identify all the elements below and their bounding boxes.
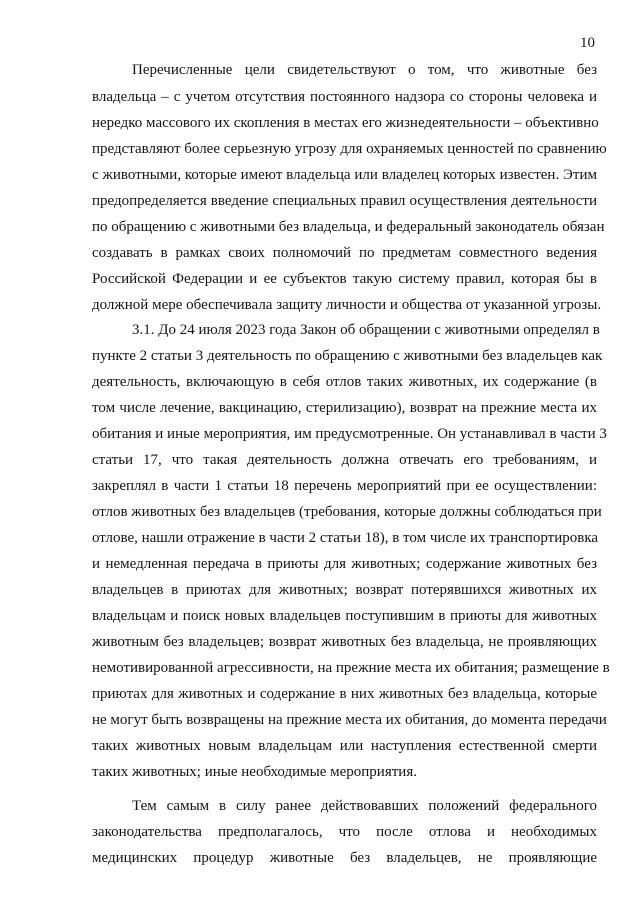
paragraph-2-line-2: пункте 2 статьи 3 деятельность по обращению с животными без владельцев как (92, 348, 603, 364)
paragraph-1-line-8: создавать в рамках своих полномочий по предметам совместного ведения (92, 245, 597, 261)
paragraph-1-line-3: нередко массового их скопления в местах его жизнедеятельности – объективно (92, 115, 599, 131)
paragraph-2-line-18: таких животных; иные необходимые мероприятия. (92, 764, 417, 780)
paragraph-1-line-6: предопределяется введение специальных правил осуществления деятельности (92, 193, 597, 209)
paragraph-2-line-14: немотивированной агрессивности, на прежние места их обитания; размещение в (92, 660, 610, 676)
paragraph-1-line-9: Российской Федерации и ее субъектов такую систему правил, которая бы в (92, 271, 597, 287)
paragraph-1-line-1: Перечисленные цели свидетельствуют о том, что животные без (132, 62, 597, 78)
paragraph-2-line-11: владельцев в приютах для животных; возврат потерявшихся животных их (92, 582, 597, 598)
page-number: 10 (580, 35, 595, 51)
paragraph-2-line-6: статьи 17, что такая деятельность должна отвечать его требованиям, и (92, 452, 597, 468)
paragraph-1-line-10: должной мере обеспечивала защиту личности и общества от указанной угрозы. (92, 297, 602, 313)
paragraph-2-line-1: 3.1. До 24 июля 2023 года Закон об обращении с животными определял в (132, 322, 600, 338)
paragraph-2-line-5: обитания и иные мероприятия, им предусмотренные. Он устанавливал в части 3 (92, 426, 607, 442)
paragraph-2-line-16: не могут быть возвращены на прежние места их обитания, до момента передачи (92, 712, 607, 728)
paragraph-2-line-13: животным без владельцев; возврат животных без владельца, не проявляющих (92, 634, 597, 650)
paragraph-1-line-2: владельца – с учетом отсутствия постоянного надзора со стороны человека и (92, 89, 597, 105)
paragraph-2-line-3: деятельность, включающую в себя отлов таких животных, их содержание (в (92, 374, 597, 390)
paragraph-1-line-7: по обращению с животными без владельца, и федеральный законодатель обязан (92, 219, 605, 235)
paragraph-2-line-9: отлове, нашли отражение в части 2 статьи 18), в том числе их транспортировка (92, 530, 599, 546)
paragraph-3-line-3: медицинских процедур животные без владельцев, не проявляющие (92, 850, 597, 866)
paragraph-1-line-5: с животными, которые имеют владельца или владелец которых известен. Этим (92, 167, 597, 183)
paragraph-2-line-4: том числе лечение, вакцинацию, стерилизацию), возврат на прежние места их (92, 400, 597, 416)
paragraph-2-line-8: отлов животных без владельцев (требования, которые должны соблюдаться при (92, 504, 602, 520)
paragraph-1-line-4: представляют более серьезную угрозу для охраняемых ценностей по сравнению (92, 141, 607, 157)
paragraph-2-line-12: владельцам и поиск новых владельцев поступившим в приюты для животных (92, 608, 597, 624)
paragraph-2-line-15: приютах для животных и содержание в них животных без владельца, которые (92, 686, 597, 702)
paragraph-2-line-10: и немедленная передача в приюты для животных; содержание животных без (92, 556, 597, 572)
paragraph-2-line-17: таких животных новым владельцам или наступления естественной смерти (92, 738, 597, 754)
paragraph-2-line-7: закреплял в части 1 статьи 18 перечень мероприятий при ее осуществлении: (92, 478, 597, 494)
paragraph-3-line-2: законодательства предполагалось, что после отлова и необходимых (92, 824, 597, 840)
paragraph-3-line-1: Тем самым в силу ранее действовавших положений федерального (132, 798, 597, 814)
